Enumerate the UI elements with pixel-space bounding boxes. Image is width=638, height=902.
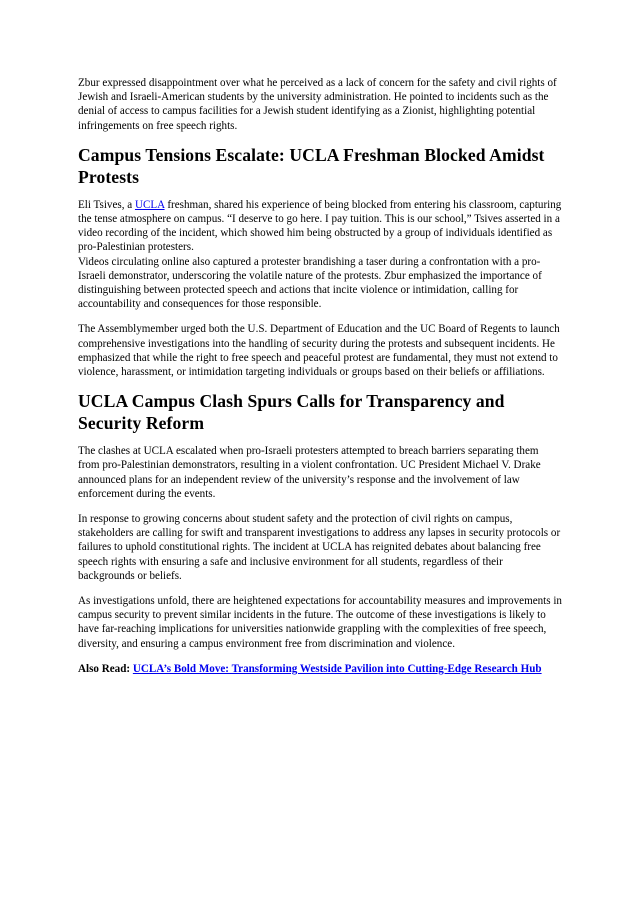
paragraph-clashes: The clashes at UCLA escalated when pro-Israeli protesters attempted to breach barriers separating them from pro-Palestinian demonstrators, resulting in a violent confrontation. UC President Michael V. Drake announced plans for an independent review of the university’s response and the involvement of law enforcement during the events.: [78, 445, 541, 500]
section-heading-campus-tensions: Campus Tensions Escalate: UCLA Freshman Blocked Amidst Protests: [78, 144, 545, 187]
paragraph-taser-video: Videos circulating online also captured a protester brandishing a taser during a confrontation with a pro-Israeli demonstrator, underscoring the volatile nature of the protests. Zbur emphasized the importance of distinguishing between protected speech and actions that incite violence or intimidation, calling for accountability and consequences for those responsible.: [78, 255, 542, 311]
paragraph-eli-tsives: [78, 198, 562, 255]
paragraph-response: In response to growing concerns about student safety and the protection of civil rights on campus, stakeholders are calling for swift and transparent investigations to address any lapses in security protocols or failures to uphold constitutional rights. The incident at UCLA has reignited debates about balancing free speech rights with ensuring a safe and inclusive environment for all students, regardless of their backgrounds or beliefs.: [78, 513, 561, 582]
intro-paragraph: Zbur expressed disappointment over what he perceived as a lack of concern for the safety and civil rights of Jewish and Israeli-American students by the university administration. He pointed to incidents such as the denial of access to campus facilities for a Jewish student identifying as a Zionist, highlighting potential infringements on free speech rights.: [78, 77, 557, 132]
paragraph-text: freshman, shared his experience of being blocked from entering his classroom, capturing the tense atmosphere on campus. “I deserve to go here. I pay tuition. This is our school,” Tsives asserted in a video recording of the incident, which showed him being obstructed by a group of individuals identified as pro-Palestinian protesters.: [78, 198, 562, 254]
paragraph-text: Eli Tsives, a: [78, 198, 135, 211]
section-heading-campus-clash: UCLA Campus Clash Spurs Calls for Transparency and Security Reform: [78, 391, 505, 434]
ucla-link[interactable]: UCLA: [134, 198, 165, 211]
also-read-link[interactable]: UCLA’s Bold Move: Transforming Westside Pavilion into Cutting-Edge Research Hub: [132, 662, 542, 675]
article-body: [78, 76, 562, 676]
paragraph-investigations: As investigations unfold, there are heightened expectations for accountability measures and improvements in campus security to prevent similar incidents in the future. The outcome of these investigations is likely to have far-reaching implications for universities nationwide grappling with the complexities of free speech, diversity, and ensuring a campus environment free from discrimination and violence.: [78, 595, 562, 650]
paragraph-assemblymember: The Assemblymember urged both the U.S. Department of Education and the UC Board of Regents to launch comprehensive investigations into the handling of security during the protests and subsequent incidents. He emphasized that while the right to free speech and peaceful protest are fundamental, they must not extend to violence, harassment, or intimidation targeting individuals or groups based on their beliefs or affiliations.: [78, 323, 560, 379]
also-read-label: Also Read:: [78, 662, 133, 675]
also-read: [78, 662, 562, 676]
